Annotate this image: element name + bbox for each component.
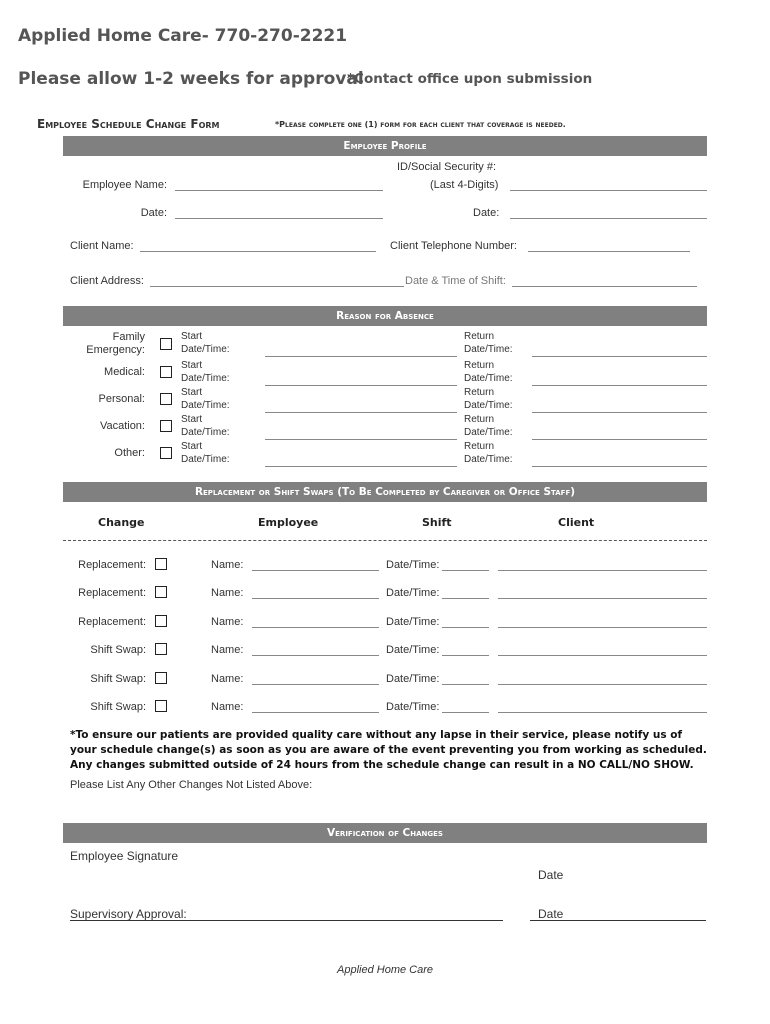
start-field[interactable]: [265, 466, 457, 467]
return-field[interactable]: [532, 356, 707, 357]
footer-text: Applied Home Care: [337, 964, 433, 976]
column-header-employee: Employee: [258, 516, 319, 529]
name-label: Name:: [211, 616, 244, 628]
date-field-verification[interactable]: [530, 920, 706, 921]
date-label-1: Date: [538, 868, 564, 882]
return-field[interactable]: [532, 439, 707, 440]
name-field[interactable]: [252, 684, 379, 685]
shift-label: Date & Time of Shift:: [405, 275, 506, 287]
client-field[interactable]: [498, 598, 707, 599]
employee-name-label: Employee Name:: [82, 179, 167, 191]
reason-label-personal: Personal:: [98, 393, 145, 405]
start-field[interactable]: [265, 385, 457, 386]
return-field[interactable]: [532, 466, 707, 467]
datetime-field[interactable]: [442, 655, 489, 656]
client-phone-field[interactable]: [528, 251, 690, 252]
start-label: Start Date/Time:: [181, 331, 230, 355]
reason-label-other: Other:: [114, 447, 145, 459]
checkbox-replacement-1[interactable]: [155, 558, 167, 570]
datetime-label: Date/Time:: [386, 701, 440, 713]
client-field[interactable]: [498, 712, 707, 713]
column-header-shift: Shift: [422, 516, 452, 529]
reason-label-medical: Medical:: [104, 366, 145, 378]
row-label: Shift Swap:: [90, 673, 146, 685]
verification-bar: Verification of Changes: [63, 823, 707, 843]
client-name-label: Client Name:: [70, 240, 134, 252]
employee-signature-label: Employee Signature: [70, 849, 179, 863]
name-label: Name:: [211, 644, 244, 656]
name-field[interactable]: [252, 570, 379, 571]
client-name-field[interactable]: [140, 251, 376, 252]
id-last4-label: (Last 4-Digits): [430, 179, 499, 191]
datetime-label: Date/Time:: [386, 673, 440, 685]
checkbox-other[interactable]: [160, 447, 172, 459]
id-field[interactable]: [510, 190, 707, 191]
name-label: Name:: [211, 701, 244, 713]
datetime-field[interactable]: [442, 627, 489, 628]
start-label: Start Date/Time:: [181, 360, 230, 384]
supervisory-approval-label: Supervisory Approval:: [70, 907, 187, 921]
start-field[interactable]: [265, 412, 457, 413]
name-label: Name:: [211, 673, 244, 685]
date-field-2[interactable]: [510, 218, 707, 219]
start-label: Start Date/Time:: [181, 441, 230, 465]
date-label: Date:: [140, 207, 167, 219]
page-title: Applied Home Care- 770-270-2221: [18, 26, 348, 46]
row-label: Replacement:: [78, 587, 146, 599]
client-phone-label: Client Telephone Number:: [390, 240, 517, 252]
client-address-field[interactable]: [150, 286, 404, 287]
reason-label-family: Family Emergency:: [86, 331, 145, 356]
other-changes-label: Please List Any Other Changes Not Listed Above:: [70, 779, 313, 791]
replacement-bar: Replacement or Shift Swaps (To Be Completed by Caregiver or Office Staff): [63, 482, 707, 502]
employee-name-field[interactable]: [175, 190, 383, 191]
return-field[interactable]: [532, 412, 707, 413]
datetime-field[interactable]: [442, 684, 489, 685]
name-label: Name:: [211, 587, 244, 599]
date-label-2: Date: [538, 907, 564, 921]
checkbox-medical[interactable]: [160, 366, 172, 378]
date-label-2: Date:: [473, 207, 500, 219]
row-label: Replacement:: [78, 559, 146, 571]
id-label: ID/Social Security #:: [397, 161, 497, 173]
checkbox-replacement-3[interactable]: [155, 615, 167, 627]
employee-profile-bar: Employee Profile: [63, 136, 707, 156]
checkbox-replacement-2[interactable]: [155, 586, 167, 598]
name-field[interactable]: [252, 712, 379, 713]
client-field[interactable]: [498, 655, 707, 656]
start-label: Start Date/Time:: [181, 414, 230, 438]
checkbox-vacation[interactable]: [160, 420, 172, 432]
date-field[interactable]: [175, 218, 383, 219]
return-label: Return Date/Time:: [464, 441, 513, 465]
header-divider: [63, 540, 707, 541]
row-label: Shift Swap:: [90, 701, 146, 713]
checkbox-shift-swap-1[interactable]: [155, 643, 167, 655]
row-label: Shift Swap:: [90, 644, 146, 656]
form-title: Employee Schedule Change Form: [37, 117, 220, 131]
shift-field[interactable]: [512, 286, 697, 287]
client-field[interactable]: [498, 684, 707, 685]
start-label: Start Date/Time:: [181, 387, 230, 411]
client-address-label: Client Address:: [70, 275, 144, 287]
checkbox-personal[interactable]: [160, 393, 172, 405]
return-label: Return Date/Time:: [464, 360, 513, 384]
return-label: Return Date/Time:: [464, 414, 513, 438]
client-field[interactable]: [498, 627, 707, 628]
datetime-label: Date/Time:: [386, 559, 440, 571]
name-field[interactable]: [252, 655, 379, 656]
name-field[interactable]: [252, 627, 379, 628]
reason-for-absence-bar: Reason for Absence: [63, 306, 707, 326]
client-field[interactable]: [498, 570, 707, 571]
schedule-change-notice: *To ensure our patients are provided quality care without any lapse in their service, please notify us of your schedule change(s) as soon as you are aware of the event preventing you from working as scheduled. Any changes submitted outside of 24 hours from the schedule change can result in a NO CALL/NO SHOW.: [70, 729, 707, 771]
start-field[interactable]: [265, 439, 457, 440]
return-field[interactable]: [532, 385, 707, 386]
start-field[interactable]: [265, 356, 457, 357]
return-label: Return Date/Time:: [464, 387, 513, 411]
datetime-field[interactable]: [442, 598, 489, 599]
form-title-note: *Please complete one (1) form for each client that coverage is needed.: [275, 120, 566, 129]
contact-note: *Contact office upon submission: [347, 71, 593, 87]
approval-notice: Please allow 1-2 weeks for approval: [18, 69, 364, 89]
supervisory-approval-field[interactable]: [70, 920, 503, 921]
reason-label-vacation: Vacation:: [99, 420, 145, 432]
datetime-label: Date/Time:: [386, 644, 440, 656]
checkbox-family-emergency[interactable]: [160, 338, 172, 350]
name-field[interactable]: [252, 598, 379, 599]
checkbox-shift-swap-2[interactable]: [155, 672, 167, 684]
datetime-label: Date/Time:: [386, 616, 440, 628]
name-label: Name:: [211, 559, 244, 571]
return-label: Return Date/Time:: [464, 331, 513, 355]
column-header-change: Change: [98, 516, 145, 529]
row-label: Replacement:: [78, 616, 146, 628]
datetime-label: Date/Time:: [386, 587, 440, 599]
column-header-client: Client: [558, 516, 595, 529]
datetime-field[interactable]: [442, 570, 489, 571]
checkbox-shift-swap-3[interactable]: [155, 700, 167, 712]
datetime-field[interactable]: [442, 712, 489, 713]
